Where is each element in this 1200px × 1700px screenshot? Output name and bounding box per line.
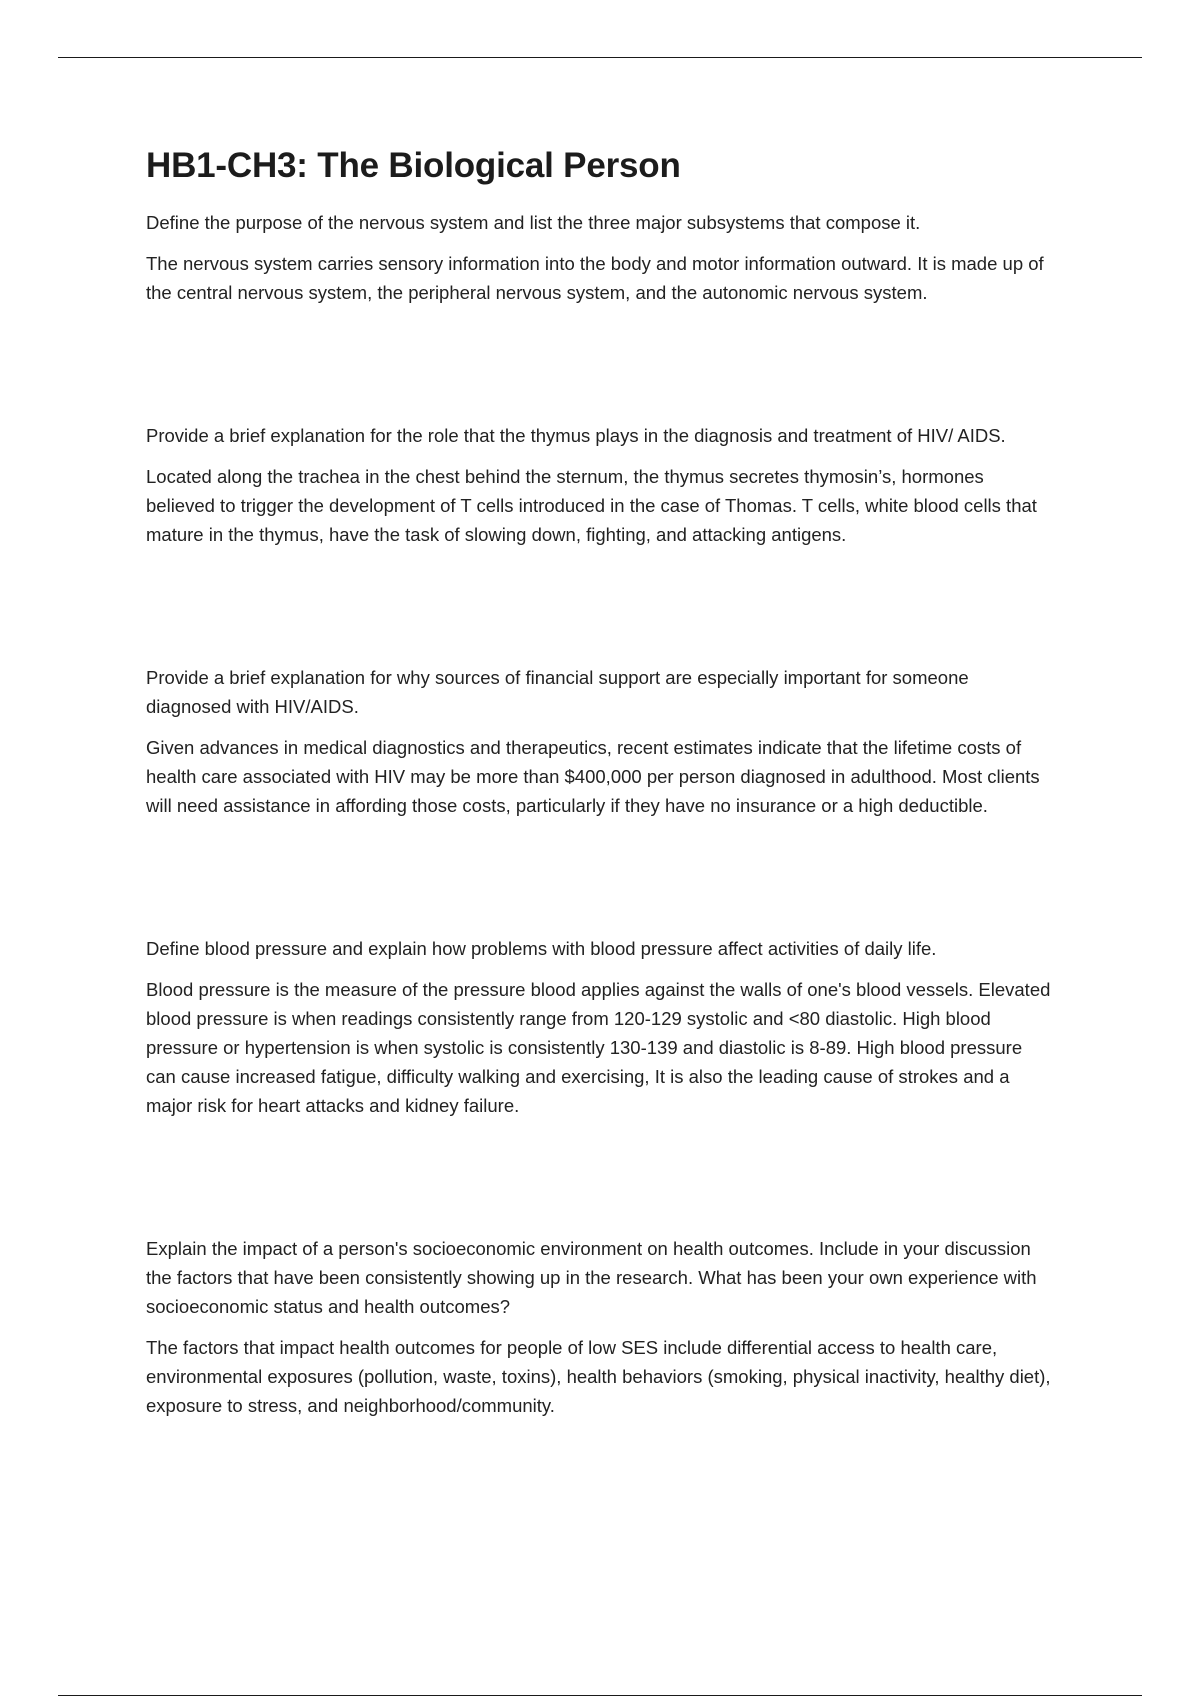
qa-section-nervous-system xyxy=(146,208,1056,307)
answer-text: Given advances in medical diagnostics and therapeutics, recent estimates indicate that the lifetime costs of health care associated with HIV may be more than $400,000 per person diagnosed in adulthood. Most clients will need assistance in affording those costs, particularly if they have no insurance or a high deductible. xyxy=(146,737,1040,816)
qa-section-financial-support xyxy=(146,663,1056,820)
section-spacer xyxy=(146,820,1056,934)
question-text: Provide a brief explanation for the role that the thymus plays in the diagnosis and treatment of HIV/ AIDS. xyxy=(146,425,1006,446)
question-text: Define the purpose of the nervous system and list the three major subsystems that compose it. xyxy=(146,212,921,233)
qa-section-thymus xyxy=(146,421,1056,549)
document-body xyxy=(146,146,1056,1420)
question-text: Explain the impact of a person's socioeconomic environment on health outcomes. Include in your discussion the factors that have been consistently showing up in the research. What has been your own experience with socioeconomic status and health outcomes? xyxy=(146,1238,1037,1317)
footer-rule xyxy=(58,1695,1142,1696)
answer-text: Blood pressure is the measure of the pressure blood applies against the walls of one's blood vessels. Elevated blood pressure is when readings consistently range from 120-129 systolic and <80 diastolic. High blood pressure or hypertension is when systolic is consistently 130-139 and diastolic is 8-89. High blood pressure can cause increased fatigue, difficulty walking and exercising, It is also the leading cause of strokes and a major risk for heart attacks and kidney failure. xyxy=(146,979,1051,1116)
answer-text: The factors that impact health outcomes for people of low SES include differential access to health care, environmental exposures (pollution, waste, toxins), health behaviors (smoking, physical inactivity, healthy diet), exposure to stress, and neighborhood/community. xyxy=(146,1337,1051,1416)
document-title: HB1-CH3: The Biological Person xyxy=(146,146,681,185)
question-text: Define blood pressure and explain how problems with blood pressure affect activities of daily life. xyxy=(146,938,937,959)
section-spacer xyxy=(146,307,1056,421)
section-spacer xyxy=(146,549,1056,663)
qa-section-blood-pressure xyxy=(146,934,1056,1120)
answer-text: The nervous system carries sensory information into the body and motor information outward. It is made up of the central nervous system, the peripheral nervous system, and the autonomic nervous system. xyxy=(146,253,1044,303)
question-text: Provide a brief explanation for why sources of financial support are especially important for someone diagnosed with HIV/AIDS. xyxy=(146,667,969,717)
header-rule xyxy=(58,57,1142,58)
answer-text: Located along the trachea in the chest behind the sternum, the thymus secretes thymosin’s, hormones believed to trigger the development of T cells introduced in the case of Thomas. T cells, white blood cells that mature in the thymus, have the task of slowing down, fighting, and attacking antigens. xyxy=(146,466,1037,545)
qa-section-socioeconomic xyxy=(146,1234,1056,1420)
section-spacer xyxy=(146,1120,1056,1234)
